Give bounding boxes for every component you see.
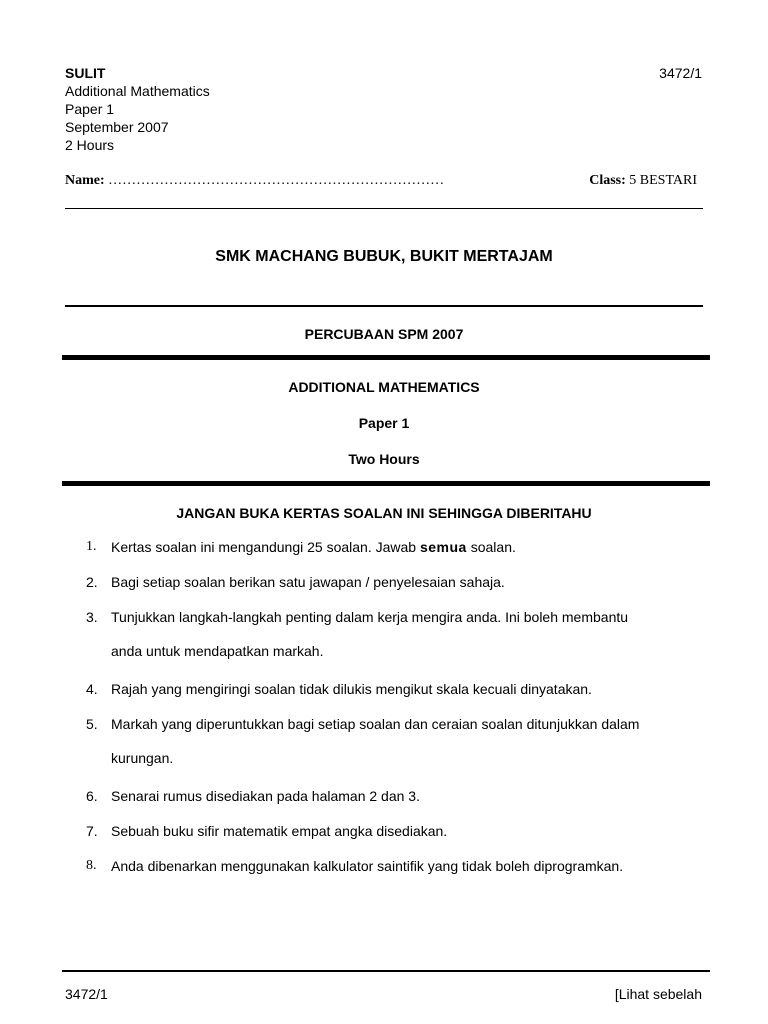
footer-turn-page: [Lihat sebelah [614,986,702,1002]
divider-2 [65,305,703,307]
paper-title: Paper 1 [358,415,410,431]
class-value: 5 BESTARI [629,173,697,188]
instruction-number: 6. [86,788,98,804]
instruction-8: 8. Anda dibenarkan menggunakan kalkulator saintifik yang tidak boleh diprogramkan. [86,858,624,874]
class-label: Class: [589,173,626,188]
date-line: September 2007 [65,119,169,135]
subject-line: Additional Mathematics [65,83,210,99]
instruction-number: 1. [86,539,97,554]
footer-code: 3472/1 [65,986,108,1002]
paper-line: Paper 1 [65,101,115,117]
class-field [589,173,697,189]
instruction-number: 8. [86,858,97,873]
sulit-label: SULIT [65,65,106,81]
name-label: Name: [65,173,105,188]
name-dots: ……………………………………………………………… [108,173,445,188]
instruction-5: 5. Markah yang diperuntukkan bagi setiap soalan dan ceraian soalan ditunjukkan dalam kurungan. [86,716,640,766]
instruction-number: 4. [86,681,98,697]
divider-4 [62,481,710,486]
divider-1 [65,208,703,209]
footer-divider [62,970,710,972]
name-field[interactable] [65,173,444,189]
instruction-7: 7. Sebuah buku sifir matematik empat angka disediakan. [86,823,448,839]
subject-title: ADDITIONAL MATHEMATICS [288,379,480,395]
instruction-1: 1. Kertas soalan ini mengandungi 25 soalan. Jawab semua soalan. [86,539,516,555]
duration-line: 2 Hours [65,137,115,153]
emphasis-semua: semua [419,539,467,555]
exam-title: PERCUBAAN SPM 2007 [304,326,464,342]
instruction-4: 4. Rajah yang mengiringi soalan tidak dilukis mengikut skala kecuali dinyatakan. [86,681,592,697]
instruction-2: 2. Bagi setiap soalan berikan satu jawapan / penyelesaian sahaja. [86,574,505,590]
instruction-number: 2. [86,574,98,590]
school-name: SMK MACHANG BUBUK, BUKIT MERTAJAM [215,248,553,265]
instructions-list [86,539,726,893]
instruction-number: 5. [86,716,98,732]
header-meta [65,64,210,154]
duration-title: Two Hours [348,451,420,467]
instruction-number: 3. [86,609,98,625]
warning-text: JANGAN BUKA KERTAS SOALAN INI SEHINGGA DIBERITAHU [176,505,592,521]
instruction-number: 7. [86,823,98,839]
instruction-3: 3. Tunjukkan langkah-langkah penting dalam kerja mengira anda. Ini boleh membantu anda untuk mendapatkan markah. [86,609,629,659]
divider-3 [62,355,710,360]
instruction-6: 6. Senarai rumus disediakan pada halaman 2 dan 3. [86,788,420,804]
paper-code: 3472/1 [659,65,702,81]
